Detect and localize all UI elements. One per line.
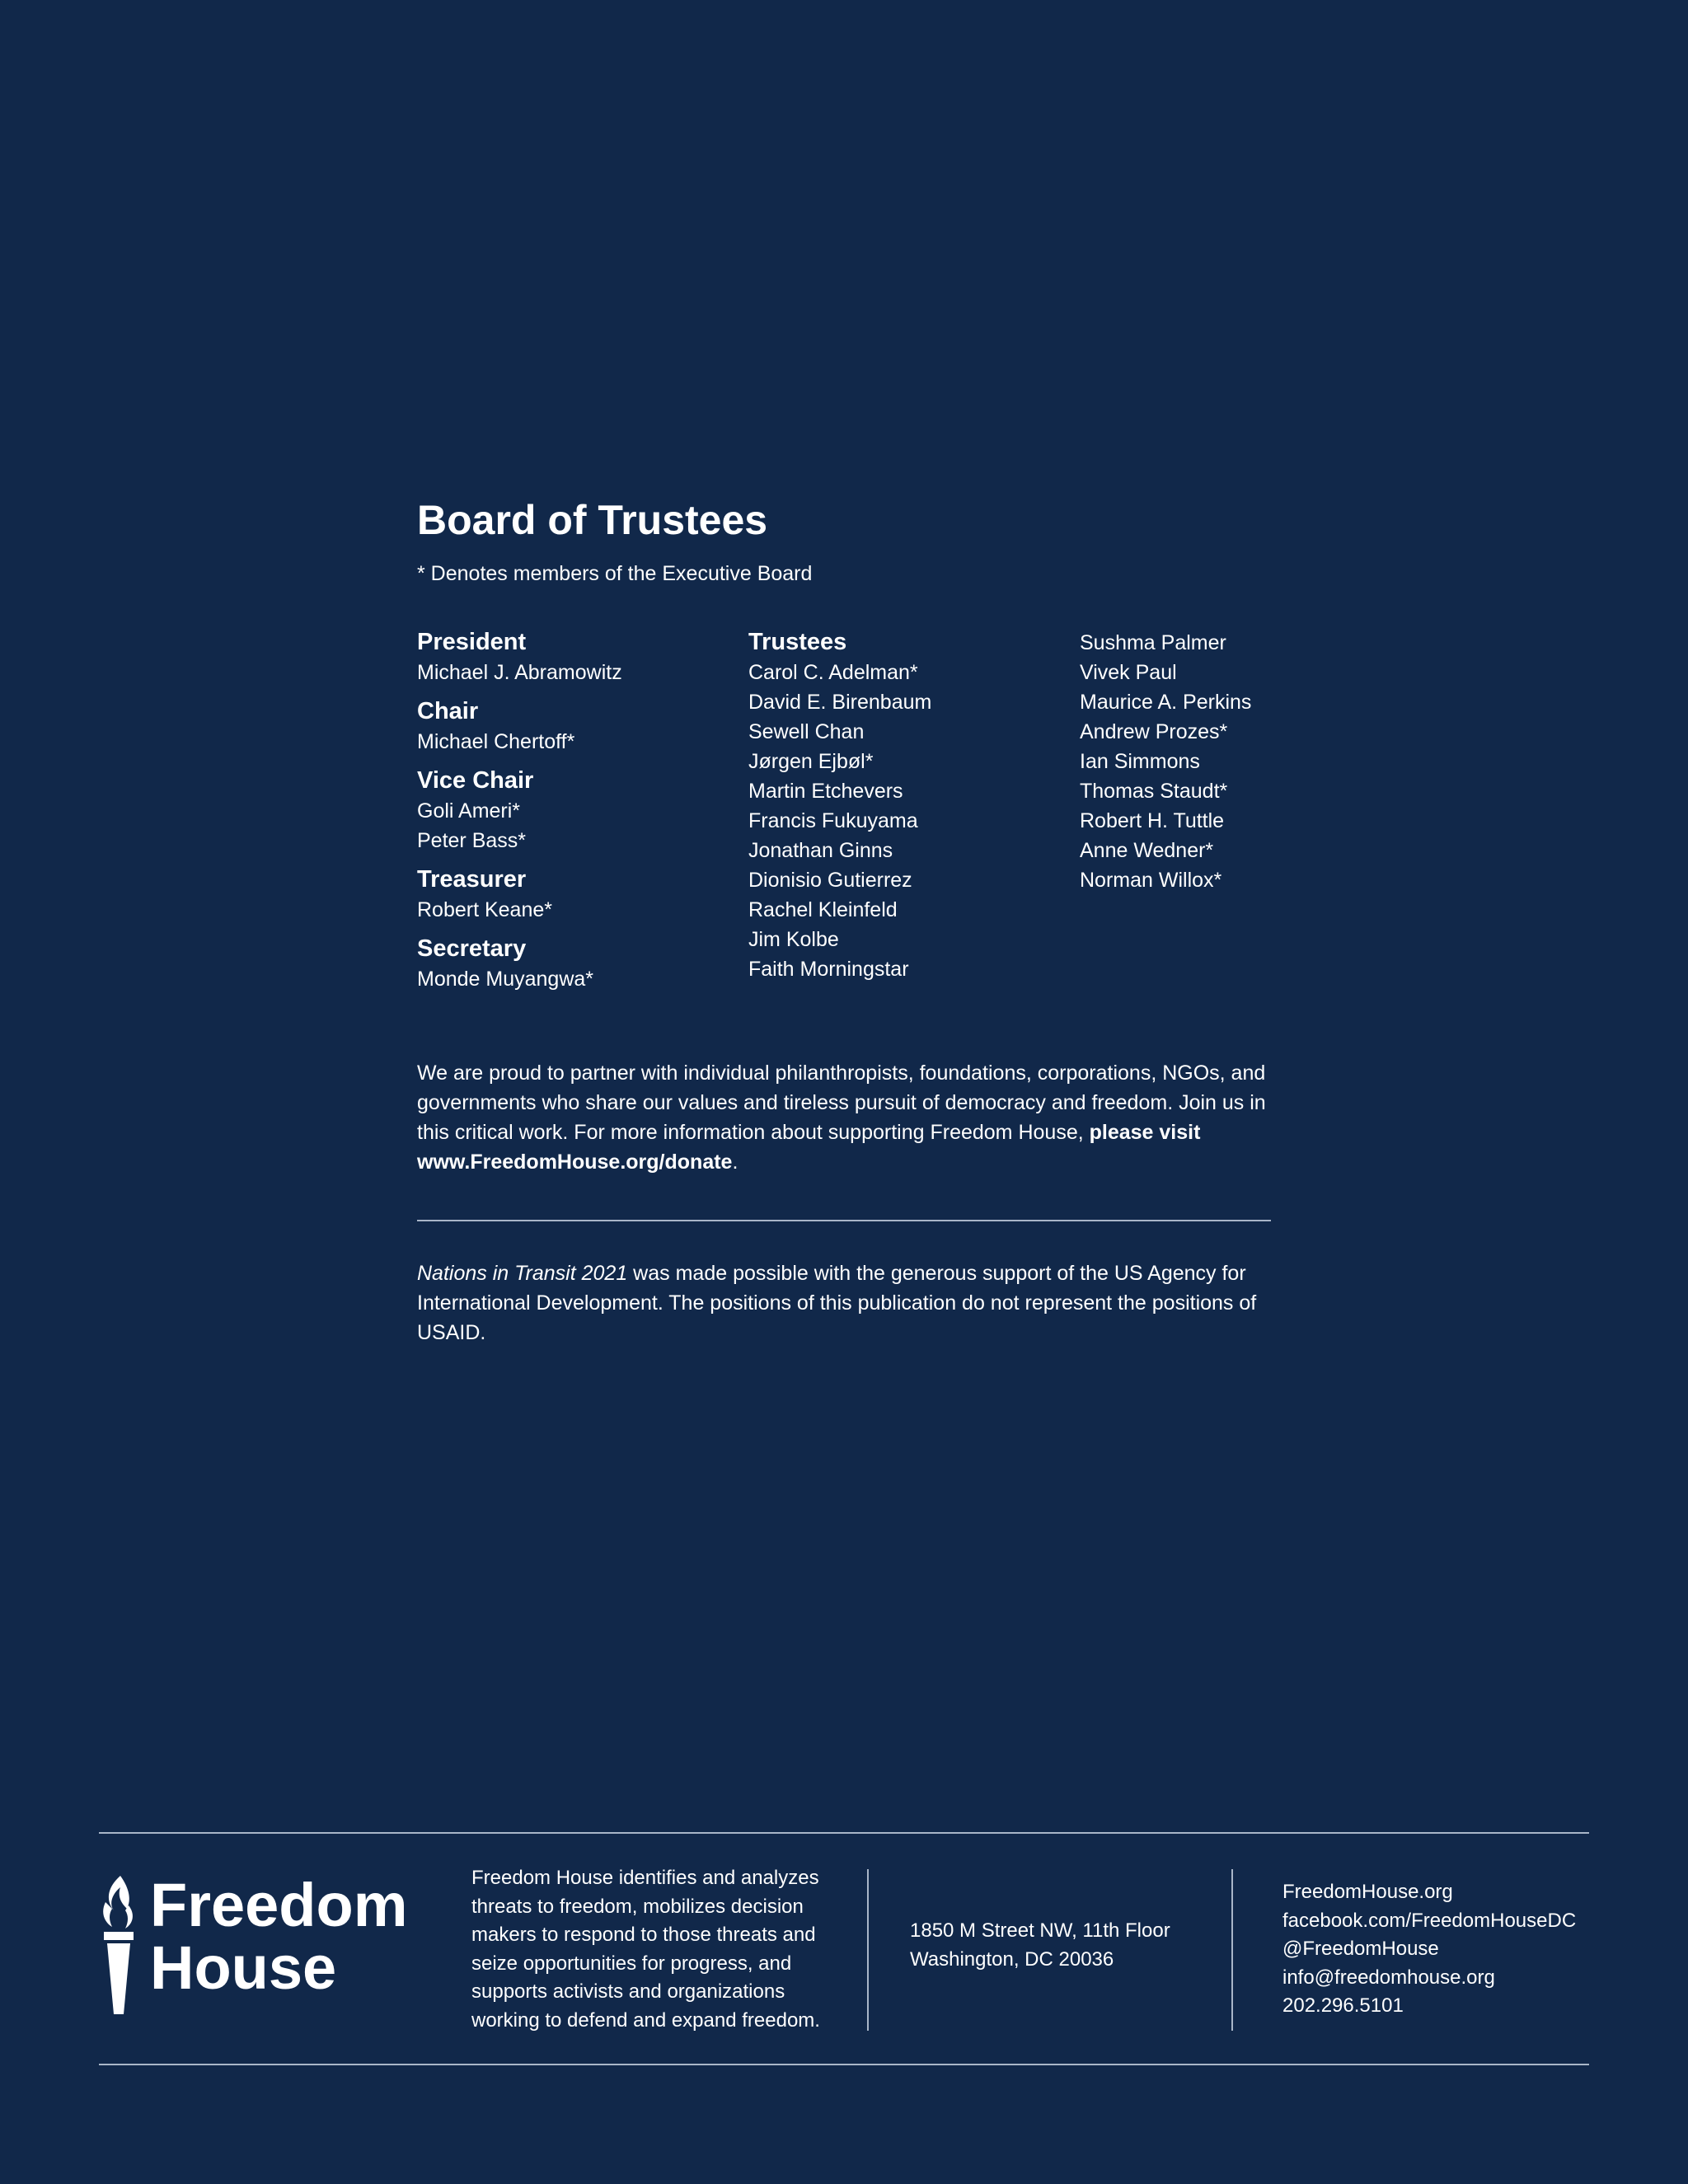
- trustees-column-1: [748, 626, 1062, 984]
- website-link[interactable]: FreedomHouse.org: [1282, 1881, 1453, 1903]
- trustee-name: David E. Birenbaum: [748, 691, 932, 714]
- logo-line: Freedom: [150, 1871, 408, 1939]
- mission-line: Freedom House identifies and analyzes: [471, 1867, 819, 1889]
- officers-column: [417, 626, 730, 1002]
- support-text: was made possible with the generous support of the US Agency for International Development. The positions of this publication do not represent the positions of USAID.: [417, 1262, 1257, 1344]
- twitter-handle[interactable]: @FreedomHouse: [1282, 1938, 1439, 1960]
- address-block: [910, 1917, 1223, 1974]
- mission-line: makers to respond to those threats and: [471, 1924, 816, 1946]
- trustee-name: Ian Simmons: [1080, 750, 1200, 773]
- mission-line: supports activists and organizations: [471, 1980, 785, 2003]
- trustees-heading: Trustees: [748, 629, 847, 655]
- trustee-name: Francis Fukuyama: [748, 809, 918, 832]
- member-name: Michael J. Abramowitz: [417, 661, 622, 684]
- trustee-name: Norman Willox*: [1080, 869, 1222, 892]
- member-name: Robert Keane*: [417, 898, 553, 921]
- role-title: Vice Chair: [417, 767, 534, 794]
- role-title: Treasurer: [417, 866, 527, 893]
- trustee-name: Rachel Kleinfeld: [748, 898, 898, 921]
- mission-statement: [471, 1864, 859, 2035]
- address-line: 1850 M Street NW, 11th Floor: [910, 1919, 1170, 1942]
- mission-line: working to defend and expand freedom.: [471, 2008, 820, 2032]
- logo-text: [150, 1871, 408, 2002]
- support-paragraph: [417, 1258, 1274, 1347]
- trustee-name: Sushma Palmer: [1080, 631, 1226, 654]
- member-name: Michael Chertoff*: [417, 730, 575, 753]
- email-link[interactable]: info@freedomhouse.org: [1282, 1966, 1495, 1989]
- trustee-name: Faith Morningstar: [748, 958, 909, 981]
- mission-line: threats to freedom, mobilizes decision: [471, 1895, 804, 1918]
- trustee-name: Jim Kolbe: [748, 928, 839, 951]
- executive-board-note: * Denotes members of the Executive Board: [417, 562, 813, 585]
- role-title: Chair: [417, 698, 479, 724]
- trustee-name: Thomas Staudt*: [1080, 780, 1228, 803]
- torch-icon: [99, 1876, 138, 2014]
- trustee-name: Maurice A. Perkins: [1080, 691, 1252, 714]
- footer-separator: [867, 1869, 869, 2031]
- footer-separator: [1231, 1869, 1233, 2031]
- divider: [417, 1220, 1271, 1221]
- partner-paragraph: [417, 1058, 1274, 1177]
- partner-text: We are proud to partner with individual philanthropists, foundations, corporations, NGOs, and governments who share our values and tireless pursuit of democracy and freedom. Join us in this critical work. For more information about supporting Freedom House,: [417, 1062, 1266, 1144]
- trustee-name: Sewell Chan: [748, 720, 865, 743]
- phone-number: 202.296.5101: [1282, 1994, 1404, 2017]
- publication-title: Nations in Transit 2021: [417, 1262, 628, 1285]
- mission-line: seize opportunities for progress, and: [471, 1952, 792, 1975]
- trustee-name: Martin Etchevers: [748, 780, 903, 803]
- trustee-name: Dionisio Gutierrez: [748, 869, 912, 892]
- member-name: Peter Bass*: [417, 829, 527, 852]
- officer-role: [417, 696, 730, 757]
- trustee-name: Vivek Paul: [1080, 661, 1177, 684]
- trustee-name: Jonathan Ginns: [748, 839, 893, 862]
- footer-top-divider: [99, 1832, 1589, 1834]
- member-name: Monde Muyangwa*: [417, 968, 594, 991]
- trustees-column-2: [1080, 626, 1393, 895]
- role-title: Secretary: [417, 935, 527, 962]
- trustees-list-2: [1080, 628, 1393, 895]
- trustee-name: Carol C. Adelman*: [748, 661, 918, 684]
- trustee-name: Robert H. Tuttle: [1080, 809, 1225, 832]
- trustee-name: Anne Wedner*: [1080, 839, 1214, 862]
- trustee-name: Jørgen Ejbøl*: [748, 750, 874, 773]
- officer-role: [417, 626, 730, 687]
- member-name: Goli Ameri*: [417, 799, 521, 823]
- trustees-list-1: [748, 658, 1062, 984]
- logo-line: House: [150, 1933, 337, 2002]
- contact-block: [1282, 1878, 1678, 2021]
- footer-bottom-divider: [99, 2064, 1589, 2065]
- role-title: President: [417, 629, 527, 655]
- partner-end: .: [732, 1151, 738, 1174]
- trustee-name: Andrew Prozes*: [1080, 720, 1228, 743]
- officer-role: [417, 765, 730, 855]
- freedom-house-logo: [99, 1871, 420, 2014]
- donate-link[interactable]: please visit www.FreedomHouse.org/donate: [417, 1121, 1201, 1174]
- address-line: Washington, DC 20036: [910, 1947, 1114, 1971]
- officer-role: [417, 933, 730, 994]
- page-title: Board of Trustees: [417, 497, 768, 543]
- officer-role: [417, 864, 730, 925]
- facebook-link[interactable]: facebook.com/FreedomHouseDC: [1282, 1909, 1577, 1932]
